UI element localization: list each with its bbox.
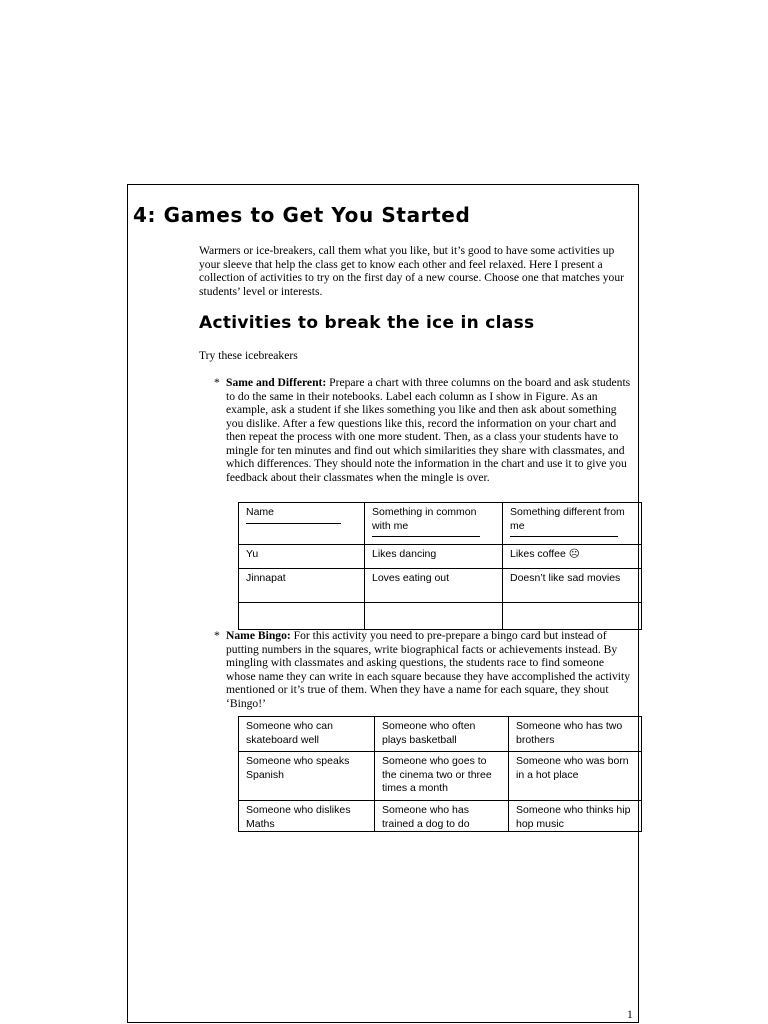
table-header-cell: Something different from me [503,503,642,545]
bingo-cell: Someone who speaks Spanish [239,752,375,801]
bingo-cell: Someone who has two brothers [509,717,642,752]
table-cell: Loves eating out [365,569,503,603]
table-row [239,717,642,752]
table-cell: Doesn’t like sad movies [503,569,642,603]
bingo-table [238,716,642,832]
table-row [239,603,642,630]
table-row [239,801,642,832]
intro-paragraph: Warmers or ice-breakers, call them what you like, but it’s good to have some activities up your sleeve that help the class get to know each other and feel relaxed. Here I present a collection of activities to try on the first day of a new course. Choose one that matches your students’ level or interests. [199,244,624,298]
same-different-table [238,502,642,630]
chapter-title: 4: Games to Get You Started [133,203,471,227]
activity-text: For this activity you need to pre-prepare a bingo card but instead of putting numbers in the squares, write biographical facts or achievements instead. By mingling with classmates and asking questions, the students race to find someone whose name they can write in each square because they have accomplished the activity mentioned or it’s true of them. When they have a name for each square, they shout ‘Bingo!’ [226,629,631,710]
bingo-cell: Someone who often plays basketball [375,717,509,752]
table-cell [239,603,365,630]
table-cell [365,603,503,630]
activity-name-bingo [226,629,634,710]
bingo-cell: Someone who was born in a hot place [509,752,642,801]
table-cell: Likes coffee ☹ [503,545,642,569]
bingo-cell: Someone who dislikes Maths [239,801,375,832]
table-cell [503,603,642,630]
table-header-cell: Name [239,503,365,545]
table-row [239,752,642,801]
table-cell: Yu [239,545,365,569]
table-cell: Jinnapat [239,569,365,603]
table-cell: Likes dancing [365,545,503,569]
page-number: 1 [627,1008,633,1021]
bingo-cell: Someone who has trained a dog to do [375,801,509,832]
bingo-cell: Someone who goes to the cinema two or three times a month [375,752,509,801]
lead-text: Try these icebreakers [199,349,298,362]
table-row [239,545,642,569]
bingo-cell: Someone who thinks hip hop music [509,801,642,832]
table-header-cell: Something in common with me [365,503,503,545]
activity-text: Prepare a chart with three columns on the board and ask students to do the same in their notebooks. Label each column as I show in Figure. As an example, ask a student if she likes something you like and then ask about something you dislike. After a few questions like this, record the information on your chart and then repeat the process with one more student. Then, as a class your students have to mingle for ten minutes and find out which similarities they share with classmates, and which differences. They should note the information in the chart and use it to give you feedback about their classmates when the mingle is over. [226,376,631,484]
activity-same-different [226,376,634,484]
bullet-marker: * [214,629,220,642]
activity-title: Same and Different: [226,376,327,389]
table-header-row [239,503,642,545]
activity-title: Name Bingo: [226,629,291,642]
section-title: Activities to break the ice in class [199,313,535,333]
table-row [239,569,642,603]
bullet-marker: * [214,376,220,389]
bingo-cell: Someone who can skateboard well [239,717,375,752]
